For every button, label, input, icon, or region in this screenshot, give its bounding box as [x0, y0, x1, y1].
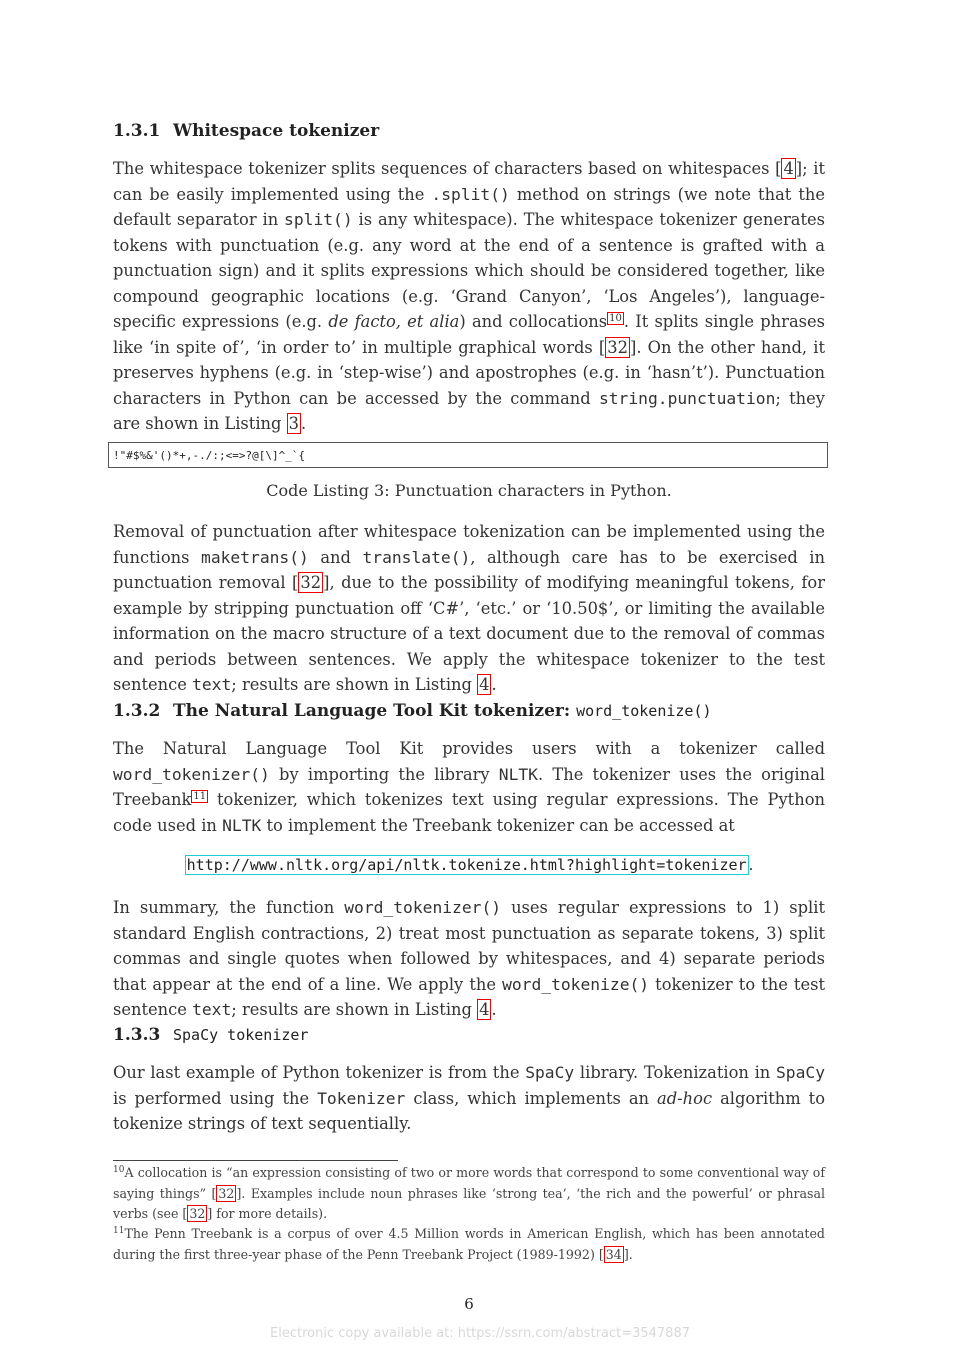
listing-link[interactable]: 4	[479, 1000, 490, 1019]
listing-caption: Code Listing 3: Punctuation characters in Python.	[266, 481, 672, 500]
listing-link[interactable]: 4	[479, 675, 490, 694]
nltk-url-link[interactable]: http://www.nltk.org/api/nltk.tokenize.html?highlight=tokenizer	[186, 856, 747, 874]
page-number: 6	[464, 1295, 474, 1313]
ssrn-footer-watermark: Electronic copy available at: https://ssrn.com/abstract=3547887	[270, 1326, 690, 1341]
section-heading-1-3-1: 1.3.1 Whitespace tokenizer	[113, 121, 380, 141]
paragraph-punctuation-removal: Removal of punctuation after whitespace tokenization can be implemented using the functions maketrans() and translate(), although care has to be exercised in punctuation removal [ 32 ], due to the possibility of modifying meaningful tokens, for example by stripping punctuation off ‘C#’, ‘etc.’ or ‘10.50$’, or limiting the available information on the macro structure of a text document due to the removal of commas and periods between sentences. We apply the whitespace tokenizer to the test sentence text; results are shown in Listing 4 .	[113, 522, 825, 694]
citation-link[interactable]: 32	[189, 1206, 206, 1221]
citation-link[interactable]: 4	[783, 159, 794, 178]
footnote-link-10[interactable]: 10	[609, 312, 622, 324]
citation-link[interactable]: 34	[605, 1246, 622, 1262]
inline-code: NLTK	[498, 764, 538, 784]
footnote-link-11[interactable]: 11	[193, 790, 207, 802]
footnote-divider	[113, 1160, 398, 1161]
inline-code: maketrans()	[201, 547, 309, 567]
section-heading-1-3-3: 1.3.3 SpaCy tokenizer	[113, 1025, 309, 1045]
inline-code: NLTK	[222, 815, 262, 835]
inline-code: split()	[284, 210, 353, 229]
inline-code: Tokenizer	[317, 1088, 406, 1108]
inline-code: text	[192, 1000, 232, 1019]
paragraph-whitespace-tokenizer: The whitespace tokenizer splits sequences of characters based on whitespaces [ 4 ]; it can be easily implemented using the .split() method on strings (we note that the default separator in split() is any whitespace). The whitespace tokenizer generates tokens with punctuation (e.g. any word at the end of a sentence is grafted with a punctuation sign) and it splits expressions which should be considered together, like compound geographic locations (e.g. ‘Grand Canyon’, ‘Los Angeles’), language-specific expressions (e.g. de facto, et alia) and collocations $^{10}$ . It splits single phrases like ‘in spite of’, ‘in order to’ in multiple graphical words [ 32 ]. On the other hand, it preserves hyphens (e.g. in ‘step-wise’) and apostrophes (e.g. in ‘hasn’t’). Punctuation characters in Python can be accessed by the command string.punctuation; they are shown in Listing 3 .	[113, 159, 826, 433]
inline-code: word_tokenize()	[502, 974, 650, 994]
footnote-11: $^{11}$The Penn Treebank is a corpus of over 4.5 Million words in American English, which has been annotated during the first three-year phase of the Penn Treebank Project (1989-1992) [ 34 ].	[113, 1225, 825, 1262]
paragraph-nltk-summary: In summary, the function word_tokenizer() uses regular expressions to 1) split standard English contractions, 2) treat most punctuation as separate tokens, 3) split commas and single quotes when followed by whitespaces, and 4) separate periods that appear at the end of a line. We apply the word_tokenize() tokenizer to the test sentence text; results are shown in Listing 4 .	[113, 898, 826, 1019]
citation-link[interactable]: 32	[218, 1185, 235, 1201]
inline-code: SpaCy	[525, 1063, 575, 1082]
listing-link[interactable]: 3	[288, 414, 299, 433]
section-heading-1-3-2: 1.3.2 The Natural Language Tool Kit tokenizer: word_tokenize()	[113, 701, 712, 721]
nltk-url-line: http://www.nltk.org/api/nltk.tokenize.html?highlight=tokenizer .	[186, 856, 754, 874]
inline-code: translate()	[362, 547, 471, 567]
paragraph-spacy-tokenizer: Our last example of Python tokenizer is from the SpaCy library. Tokenization in SpaCy is performed using the Tokenizer class, which implements an ad-hoc algorithm to tokenize strings of text sequentially.	[113, 1063, 826, 1133]
inline-code: word_tokenizer()	[113, 764, 270, 784]
code-listing-3: !"#$%&'()*+,-./:;<=>?@[\]^_`{	[108, 442, 828, 468]
inline-code: word_tokenizer()	[344, 898, 502, 917]
citation-link[interactable]: 32	[300, 573, 322, 592]
citation-link[interactable]: 32	[607, 337, 628, 357]
paragraph-nltk-tokenizer: The Natural Language Tool Kit provides users with a tokenizer called word_tokenizer() by importing the library NLTK. The tokenizer uses the original Treebank $^{11}$ tokenizer, which tokenizes text using regular expressions. The Python code used in NLTK to implement the Treebank tokenizer can be accessed at	[113, 739, 826, 835]
footnote-10: $^{10}$A collocation is “an expression consisting of two or more words that correspond to some conventional way of saying things” [ 32 ]. Examples include noun phrases like ‘strong tea’, ‘the rich and the powerful’ or phrasal verbs (see [ 32 ] for more details).	[113, 1164, 825, 1221]
inline-code: text	[192, 675, 232, 694]
inline-code: string.punctuation	[598, 388, 776, 408]
inline-code: .split()	[431, 184, 510, 204]
inline-code: SpaCy	[775, 1063, 825, 1082]
